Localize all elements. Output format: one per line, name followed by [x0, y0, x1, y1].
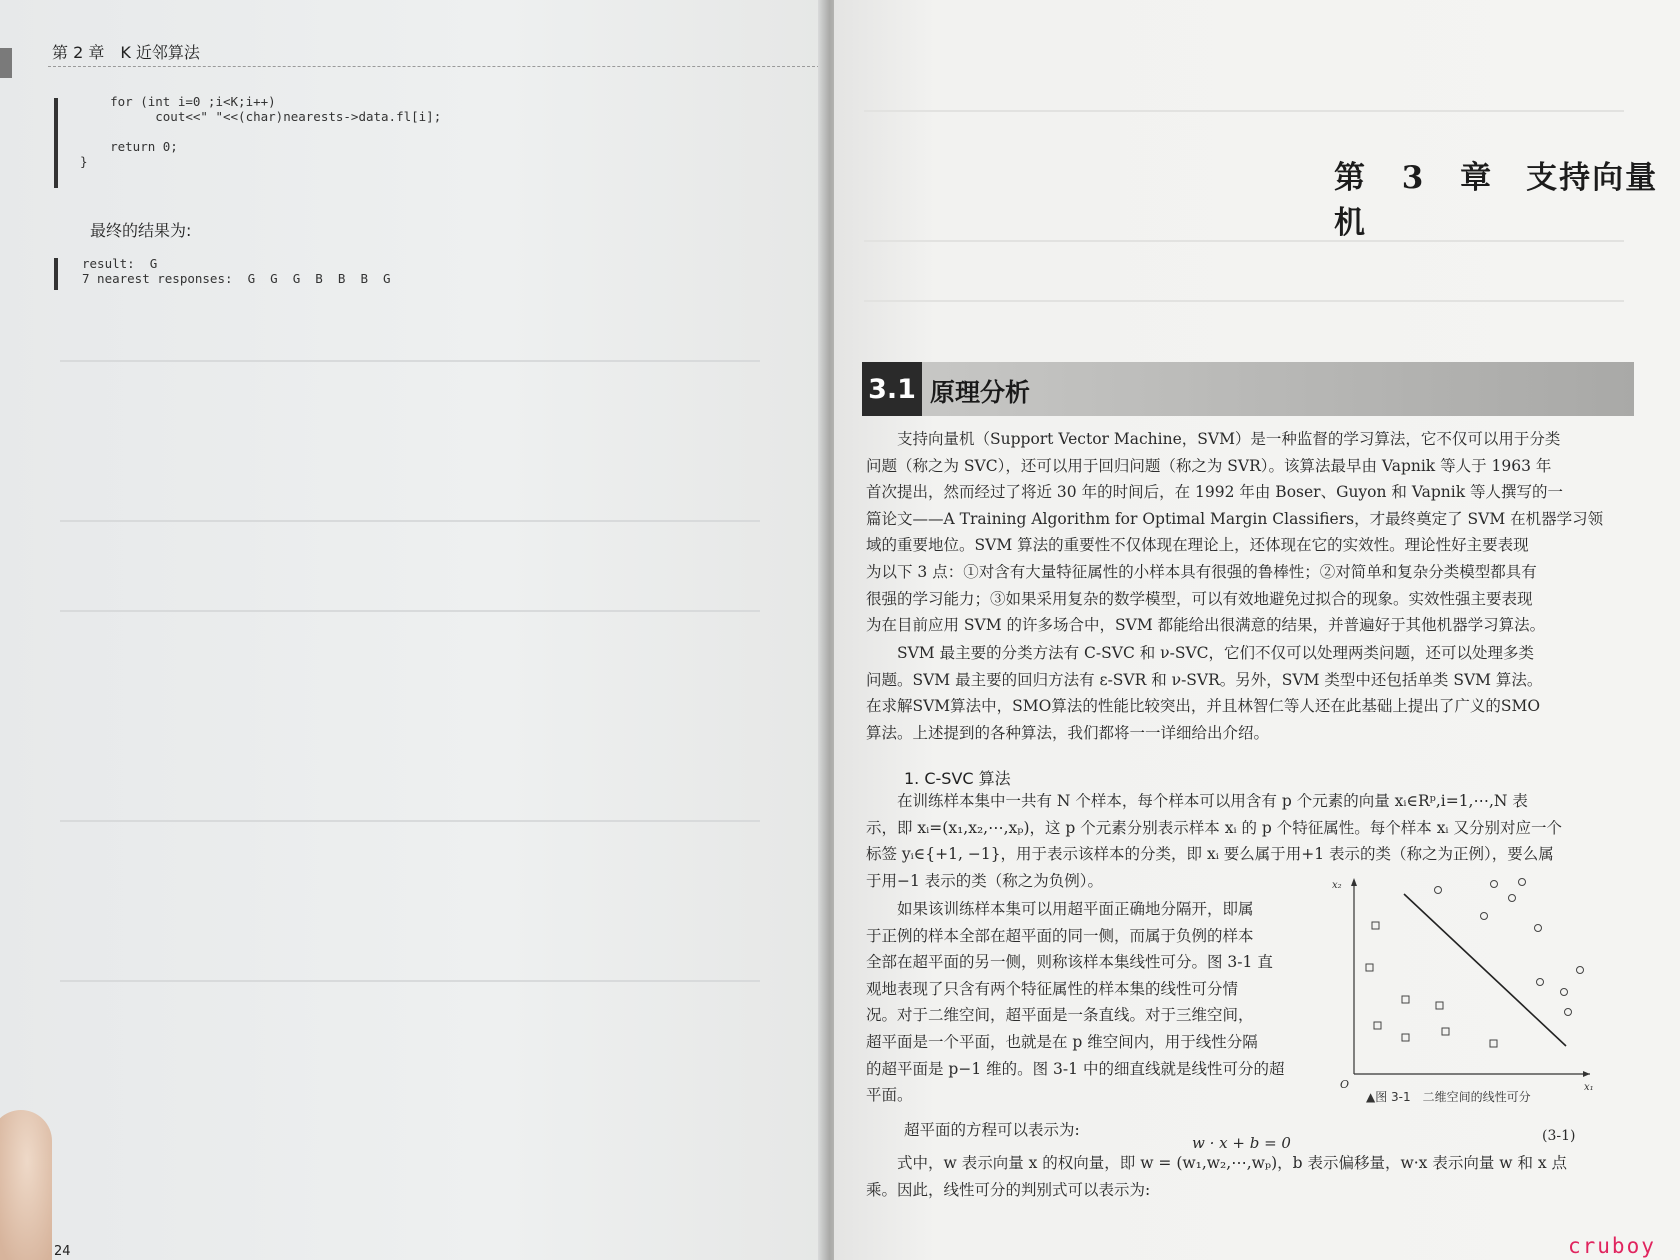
text-line: 为以下 3 点：①对含有大量特征属性的小样本具有很强的鲁棒性；②对简单和复杂分类模型都具有 — [866, 562, 1537, 581]
result-label: 最终的结果为: — [90, 221, 192, 240]
figure-caption: ▲图 3-1 二维空间的线性可分 — [1366, 1090, 1531, 1104]
equation-intro: 超平面的方程可以表示为: — [904, 1121, 1080, 1139]
text-line: 全部在超平面的另一侧，则称该样本集线性可分。图 3-1 直 — [866, 953, 1273, 972]
text-line: 式中，w 表示向量 x 的权向量，即 w = (w₁,w₂,⋯,wₚ)，b 表示偏移量，w·x 表示向量 w 和 x 点 — [897, 1154, 1568, 1172]
separating-hyperplane — [1404, 894, 1566, 1046]
sample-circle — [1481, 913, 1488, 920]
intro-paragraph — [866, 426, 1604, 639]
sample-circle — [1535, 925, 1542, 932]
chapter-header — [0, 30, 820, 70]
text-line: 观地表现了只含有两个特征属性的样本集的线性可分情 — [866, 979, 1239, 998]
sample-square — [1366, 964, 1373, 971]
text-line: 的超平面是 p−1 维的。图 3-1 中的细直线就是线性可分的超 — [866, 1059, 1285, 1078]
sample-circle — [1561, 989, 1568, 996]
section-number: 3.1 — [862, 362, 922, 416]
text-line: 首次提出，然而经过了将近 30 年的时间后，在 1992 年由 Boser、Guyon 和 Vapnik 等人撰写的一 — [866, 483, 1564, 502]
sample-square — [1442, 1028, 1449, 1035]
sample-circle — [1519, 879, 1526, 886]
text-line: SVM 最主要的分类方法有 C-SVC 和 ν-SVC，它们不仅可以处理两类问题，还可以处理多类 — [897, 644, 1534, 662]
text-line: 域的重要地位。SVM 算法的重要性不仅体现在理论上，还体现在它的实效性。理论性好主要表现 — [866, 536, 1529, 555]
right-page — [834, 0, 1680, 1260]
text-line: 在训练样本集中一共有 N 个样本，每个样本可以用含有 p 个元素的向量 xᵢ∈Rᵖ,i=1,⋯,N 表 — [897, 792, 1528, 810]
equation-number: (3-1) — [1542, 1128, 1576, 1144]
svc-heading: 1. C-SVC 算法 — [904, 769, 1011, 788]
sample-square — [1490, 1040, 1497, 1047]
chapter-title: 第 3 章 支持向量机 — [1334, 160, 1659, 241]
sample-circle — [1435, 887, 1442, 894]
code-block-1: for (int i=0 ;i<K;i++) cout<<" "<<(char)nearests->data.fl[i]; return 0; } — [80, 94, 442, 169]
text-line: 乘。因此，线性可分的判别式可以表示为: — [866, 1180, 1151, 1199]
text-line: 如果该训练样本集可以用超平面正确地分隔开，即属 — [897, 900, 1254, 918]
figure-linear-separable — [1326, 874, 1596, 1104]
text-line: 很强的学习能力；③如果采用复杂的数学模型，可以有效地避免过拟合的现象。实效性强主要表现 — [866, 589, 1533, 608]
sample-square — [1374, 1022, 1381, 1029]
origin-label: O — [1340, 1078, 1350, 1091]
text-line: 篇论文——A Training Algorithm for Optimal Margin Classifiers，才最终奠定了 SVM 在机器学习领 — [866, 509, 1604, 528]
thumb — [0, 1110, 52, 1260]
sample-circle — [1537, 979, 1544, 986]
header-tab-marker — [0, 48, 12, 78]
negative-samples — [1366, 922, 1497, 1047]
x-axis-label: x₁ — [1584, 1082, 1594, 1093]
watermark: cruboy — [1568, 1234, 1656, 1258]
left-page — [0, 0, 830, 1260]
text-line: 在求解SVM算法中，SMO算法的性能比较突出，并且林智仁等人还在此基础上提出了广义的SMO — [866, 697, 1541, 716]
text-line: 于用−1 表示的类（称之为负例）。 — [866, 871, 1104, 890]
chapter-header-text: 第 2 章 K 近邻算法 — [52, 43, 200, 62]
equation-formula: w · x + b = 0 — [1192, 1134, 1291, 1152]
section-heading-bar — [862, 362, 1634, 416]
text-line: 平面。 — [866, 1086, 913, 1105]
sample-circle — [1491, 881, 1498, 888]
page-number: 24 — [54, 1244, 71, 1259]
text-line: 为在目前应用 SVM 的许多场合中，SVM 都能给出很满意的结果，并普遍好于其他机器学习算法。 — [866, 616, 1546, 635]
sample-square — [1436, 1002, 1443, 1009]
text-line: 问题。SVM 最主要的回归方法有 ε-SVR 和 ν-SVR。另外，SVM 类型中还包括单类 SVM 算法。 — [866, 670, 1543, 689]
code-block-2: result: G 7 nearest responses: G G G B B B G — [82, 256, 391, 286]
text-line: 问题（称之为 SVC），还可以用于回归问题（称之为 SVR）。该算法最早由 Vapnik 等人于 1963 年 — [866, 456, 1552, 475]
after-equation-paragraph — [866, 1150, 1604, 1203]
sample-square — [1372, 922, 1379, 929]
output-block-bar — [54, 258, 58, 290]
code-block-bar — [54, 98, 58, 188]
positive-samples — [1435, 879, 1584, 1016]
text-line: 支持向量机（Support Vector Machine，SVM）是一种监督的学习算法，它不仅可以用于分类 — [897, 430, 1561, 448]
x-axis-arrow — [1583, 1071, 1590, 1077]
sample-circle — [1577, 967, 1584, 974]
y-axis-label: x₂ — [1332, 880, 1342, 891]
sample-square — [1402, 1034, 1409, 1041]
sample-square — [1402, 996, 1409, 1003]
text-line: 算法。上述提到的各种算法，我们都将一一详细给出介绍。 — [866, 723, 1270, 742]
header-rule — [48, 66, 820, 67]
text-line: 超平面是一个平面，也就是在 p 维空间内，用于线性分隔 — [866, 1032, 1258, 1051]
methods-paragraph — [866, 640, 1604, 746]
text-line: 于正例的样本全部在超平面的同一侧，而属于负例的样本 — [866, 926, 1254, 945]
text-line: 示，即 xᵢ=(x₁,x₂,⋯,xₚ)，这 p 个元素分别表示样本 xᵢ 的 p 个特征属性。每个样本 xᵢ 又分别对应一个 — [866, 818, 1562, 837]
sample-circle — [1565, 1009, 1572, 1016]
y-axis-arrow — [1351, 878, 1357, 886]
section-title: 原理分析 — [930, 378, 1031, 407]
text-line: 标签 yᵢ∈{+1, −1}，用于表示该样本的分类，即 xᵢ 要么属于用+1 表示的类（称之为正例），要么属 — [866, 845, 1554, 864]
text-line: 况。对于二维空间，超平面是一条直线。对于三维空间， — [866, 1006, 1254, 1025]
separable-paragraph — [866, 896, 1314, 1109]
sample-circle — [1509, 895, 1516, 902]
